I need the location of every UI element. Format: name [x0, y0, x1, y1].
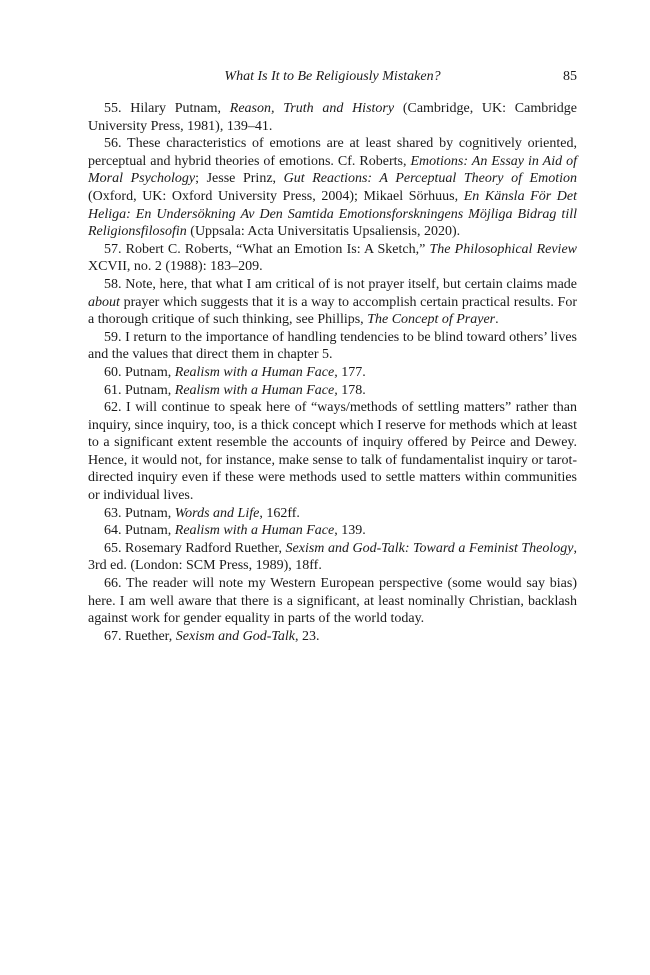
endnote-number: 62.: [104, 400, 122, 416]
endnote-italic-title: Emotions: An Essay in Aid of Moral Psychology: [88, 153, 577, 187]
endnote-number: 56.: [104, 136, 122, 152]
endnote-text: These characteristics of emotions are at least shared by cognitively oriented, perceptual and hybrid theories of emotions. Cf. Roberts,: [88, 136, 577, 169]
endnote: [88, 522, 577, 540]
endnote: [88, 135, 577, 241]
endnote-italic-title: En Känsla För Det Heliga: En Undersökning Av Den Samtida Emotionsforskningens Möjliga Bidrag till Religionsfilosofin: [88, 188, 577, 240]
endnote: [88, 628, 577, 646]
endnote: [88, 399, 577, 505]
endnote-text: Putnam,: [121, 364, 175, 380]
endnote-text: Putnam,: [121, 505, 175, 521]
endnote-number: 60.: [104, 364, 122, 380]
endnote-text: Ruether,: [121, 628, 176, 644]
endnote-text: Putnam,: [121, 382, 175, 398]
endnote-number: 66.: [104, 576, 122, 592]
endnote-text: ; Jesse Prinz,: [195, 171, 284, 187]
endnote: [88, 364, 577, 382]
endnote-text: Robert C. Roberts, “What an Emotion Is: A Sketch,”: [121, 241, 430, 257]
endnote-italic-title: Realism with a Human Face,: [174, 382, 338, 398]
endnote-text: , 3rd ed. (London: SCM Press, 1989), 18ff.: [88, 540, 577, 574]
endnote-number: 67.: [104, 628, 122, 644]
endnote-italic-title: Sexism and God-Talk: Toward a Feminist Theology: [285, 540, 574, 556]
endnote-number: 55.: [104, 101, 122, 116]
endnote: [88, 575, 577, 628]
endnote-italic-title: Gut Reactions: A Perceptual Theory of Emotion: [283, 171, 577, 187]
page-number: 85: [563, 69, 577, 84]
endnote-italic-title: Reason, Truth and History: [229, 101, 395, 116]
endnote-text: Hilary Putnam,: [121, 101, 230, 116]
running-head: [88, 68, 577, 86]
endnote-italic-title: Realism with a Human Face: [174, 364, 335, 380]
endnote-number: 58.: [104, 276, 122, 292]
endnote-text: (Oxford, UK: Oxford University Press, 2004); Mikael Sörhuus,: [88, 188, 464, 204]
endnote-text: Note, here, that what I am critical of is not prayer itself, but certain claims made: [121, 276, 577, 292]
endnote-italic-title: Sexism and God-Talk: [175, 628, 296, 644]
endnote-text: The reader will note my Western European perspective (some would say bias) here. I am well aware that there is a significant, at least nominally Christian, backlash against work for gender equality in parts of the world today.: [88, 576, 577, 627]
endnote-italic-title: Words and Life: [174, 505, 260, 521]
endnote-text: I return to the importance of handling tendencies to be blind toward others’ lives and the values that direct them in chapter 5.: [88, 329, 577, 363]
endnote-text: (Cambridge, UK: Cambridge University Press, 1981), 139–41.: [88, 101, 577, 134]
endnote: [88, 329, 577, 364]
endnote-text: I will continue to speak here of “ways/methods of settling matters” rather than inquiry, since inquiry, too, is a thick concept which I reserve for methods which at least to a significant extent resemble the accounts of inquiry offered by Peirce and Dewey. Hence, it would not, for instance, make sense to talk of fundamentalist inquiry or tarot-directed inquiry even if these were methods used to settle matters within communities or individual lives.: [88, 400, 577, 504]
endnote-number: 63.: [104, 505, 122, 521]
endnote-italic-title: about: [88, 294, 120, 310]
endnote: [88, 100, 577, 135]
endnote-text: XCVII, no. 2 (1988): 183–209.: [88, 259, 263, 275]
endnote-number: 57.: [104, 241, 122, 257]
endnote: [88, 505, 577, 523]
endnote-text: , 177.: [334, 364, 366, 380]
endnote-number: 61.: [104, 382, 122, 398]
running-title: What Is It to Be Religiously Mistaken?: [224, 69, 441, 84]
endnote: [88, 382, 577, 400]
endnote-italic-title: The Concept of Prayer: [367, 312, 496, 328]
endnote-number: 64.: [104, 523, 122, 539]
endnote-number: 65.: [104, 540, 122, 556]
endnote: [88, 276, 577, 329]
endnote-text: Rosemary Radford Ruether,: [121, 540, 286, 556]
endnote-italic-title: Realism with a Human Face: [174, 523, 335, 539]
endnote-text: , 139.: [334, 523, 366, 539]
endnote-text: (Uppsala: Acta Universitatis Upsaliensis, 2020).: [186, 224, 461, 240]
endnote-text: prayer which suggests that it is a way to accomplish certain practical results. For a thorough critique of such thinking, see Phillips,: [88, 294, 577, 328]
endnote-text: 178.: [337, 382, 366, 398]
endnote-number: 59.: [104, 329, 122, 345]
endnote-text: , 23.: [295, 628, 320, 644]
endnote-text: .: [495, 312, 499, 328]
endnote: [88, 241, 577, 276]
endnote-text: , 162ff.: [259, 505, 300, 521]
endnote-italic-title: The Philosophical Review: [429, 241, 578, 257]
endnote-text: Putnam,: [121, 523, 175, 539]
endnotes-list: [88, 100, 577, 645]
endnote: [88, 540, 577, 575]
